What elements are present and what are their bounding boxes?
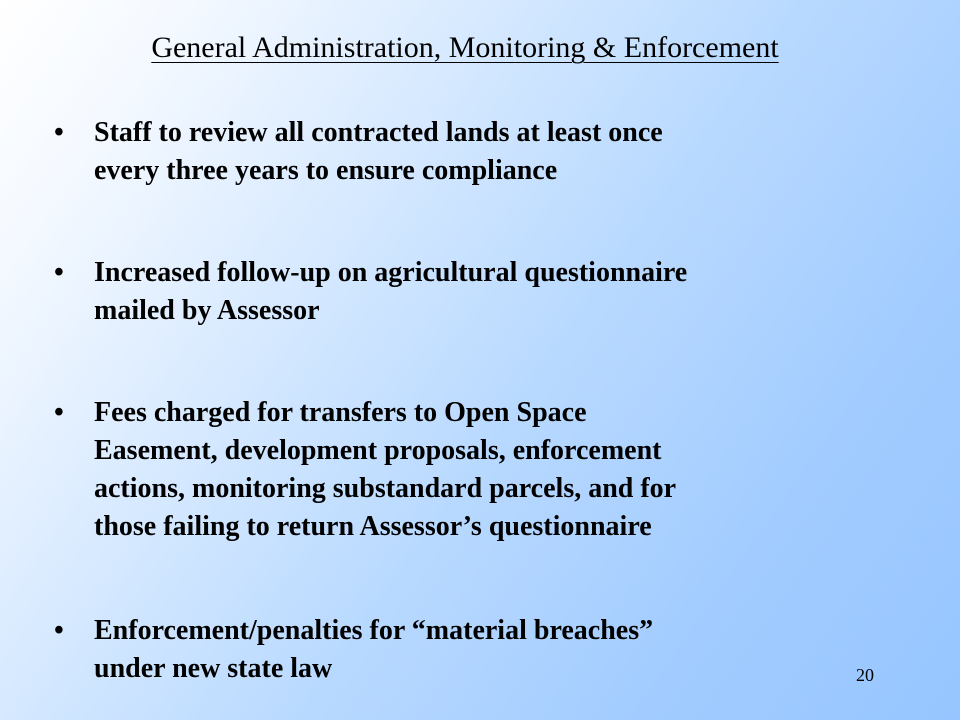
bullet-text: Staff to review all contracted lands at least once every three years to ensure compliance [94, 117, 663, 186]
bullet-icon: • [54, 117, 64, 148]
bullet-text: Enforcement/penalties for “material breaches” under new state law [94, 615, 654, 684]
page-number: 20 [856, 665, 874, 685]
bullet-item [54, 394, 914, 546]
bullet-icon: • [54, 257, 64, 288]
bullet-item [54, 612, 914, 688]
bullet-item [54, 114, 914, 190]
bullet-icon: • [54, 615, 64, 646]
bullet-icon: • [54, 397, 64, 428]
bullet-text: Increased follow-up on agricultural questionnaire mailed by Assessor [94, 257, 688, 326]
slide-title: General Administration, Monitoring & Enforcement [151, 31, 779, 64]
bullet-item [54, 254, 914, 330]
bullet-text: Fees charged for transfers to Open Space Easement, development proposals, enforcement actions, monitoring substandard parcels, and for those failing to return Assessor’s questionnaire [94, 397, 677, 542]
